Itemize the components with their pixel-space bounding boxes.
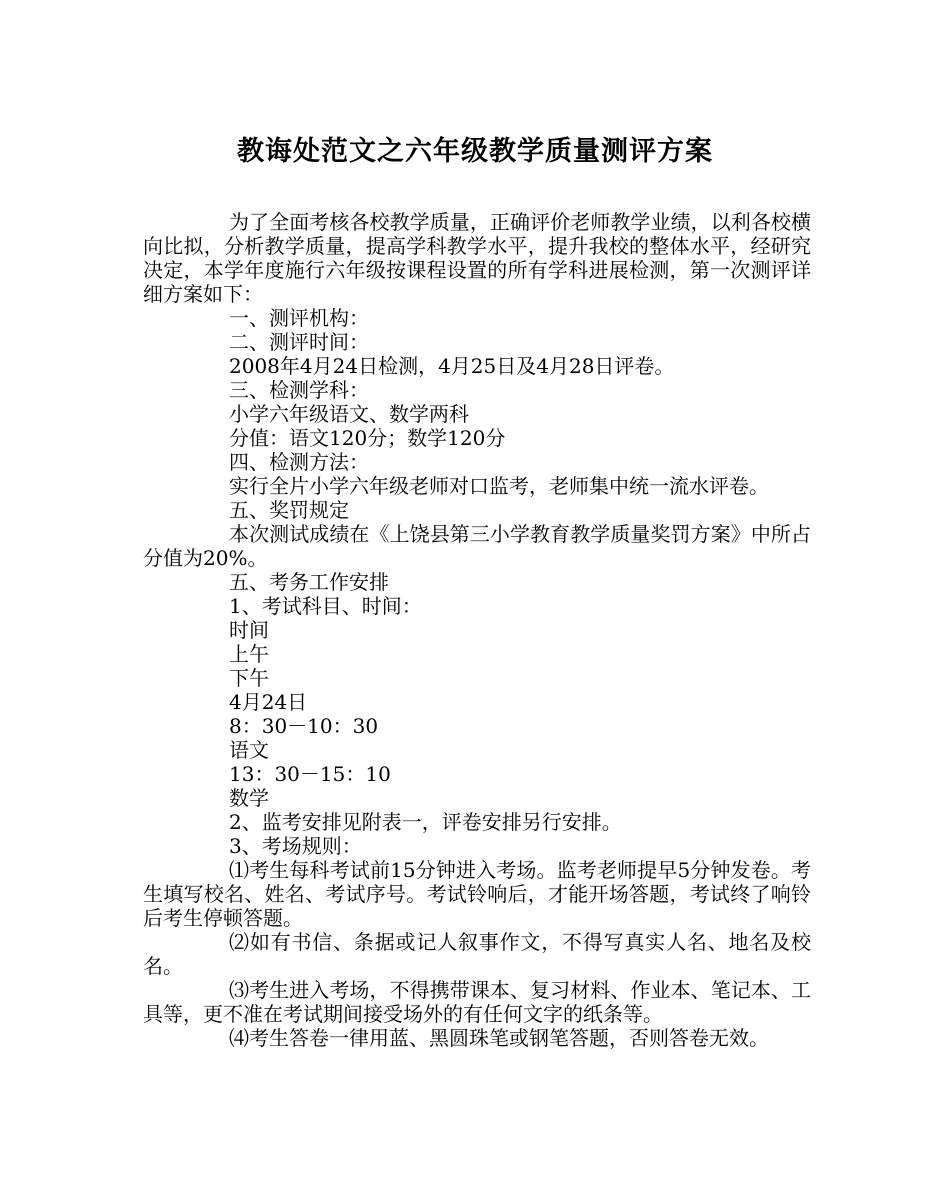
rule-paragraph-3: ⑶考生进入考场，不得携带课本、复习材料、作业本、笔记本、工具等，更不准在考试期间接受场外的有任何文字的纸条等。 — [143, 978, 811, 1026]
schedule-pm-subject: 数学 — [229, 786, 269, 810]
intro-paragraph: 为了全面考核各校教学质量，正确评价老师教学业绩，以利各校横向比拟，分析教学质量，提高学科教学水平，提升我校的整体水平，经研究决定，本学年度施行六年级按课程设置的所有学科进展检测，第一次测评详细方案如下： — [143, 210, 811, 306]
item-subjects-time: 1、考试科目、时间： — [229, 594, 422, 618]
rule-paragraph-2: ⑵如有书信、条据或记人叙事作文，不得写真实人名、地名及校名。 — [143, 930, 811, 978]
section-heading-subjects: 三、检测学科： — [229, 378, 369, 402]
schedule-am-subject: 语文 — [229, 738, 269, 762]
section-heading-organization: 一、测评机构： — [229, 306, 369, 330]
schedule-am-time: 8：30－10：30 — [229, 714, 379, 738]
schedule-header-time: 时间 — [229, 618, 269, 642]
schedule-pm-time: 13：30－15：10 — [229, 762, 391, 786]
reward-paragraph: 本次测试成绩在《上饶县第三小学教育教学质量奖罚方案》中所占分值为20%。 — [143, 522, 811, 570]
rule-paragraph-1: ⑴考生每科考试前15分钟进入考场。监考老师提早5分钟发卷。考生填写校名、姓名、考试序号。考试铃响后，才能开场答题，考试终了响铃后考生停顿答题。 — [143, 858, 811, 930]
section-heading-exam-arrangement: 五、考务工作安排 — [229, 570, 389, 594]
section-heading-reward: 五、奖罚规定 — [229, 498, 349, 522]
time-detail: 2008年4月24日检测，4月25日及4月28日评卷。 — [229, 354, 675, 378]
scores-text: 分值：语文120分；数学120分 — [229, 426, 506, 450]
section-heading-time: 二、测评时间： — [229, 330, 369, 354]
document-title: 教诲处范文之六年级教学质量测评方案 — [237, 136, 713, 167]
rule-paragraph-4: ⑷考生答卷一律用蓝、黑圆珠笔或钢笔答题，否则答卷无效。 — [229, 1026, 769, 1050]
schedule-date: 4月24日 — [229, 690, 308, 714]
section-heading-method: 四、检测方法： — [229, 450, 369, 474]
method-text: 实行全片小学六年级老师对口监考，老师集中统一流水评卷。 — [229, 474, 769, 498]
item-exam-rules: 3、考场规则： — [229, 834, 362, 858]
document-body — [143, 210, 811, 1050]
schedule-header-pm: 下午 — [229, 666, 269, 690]
subjects-text: 小学六年级语文、数学两科 — [229, 402, 469, 426]
item-invigilation: 2、监考安排见附表一，评卷安排另行安排。 — [229, 810, 622, 834]
schedule-header-am: 上午 — [229, 642, 269, 666]
